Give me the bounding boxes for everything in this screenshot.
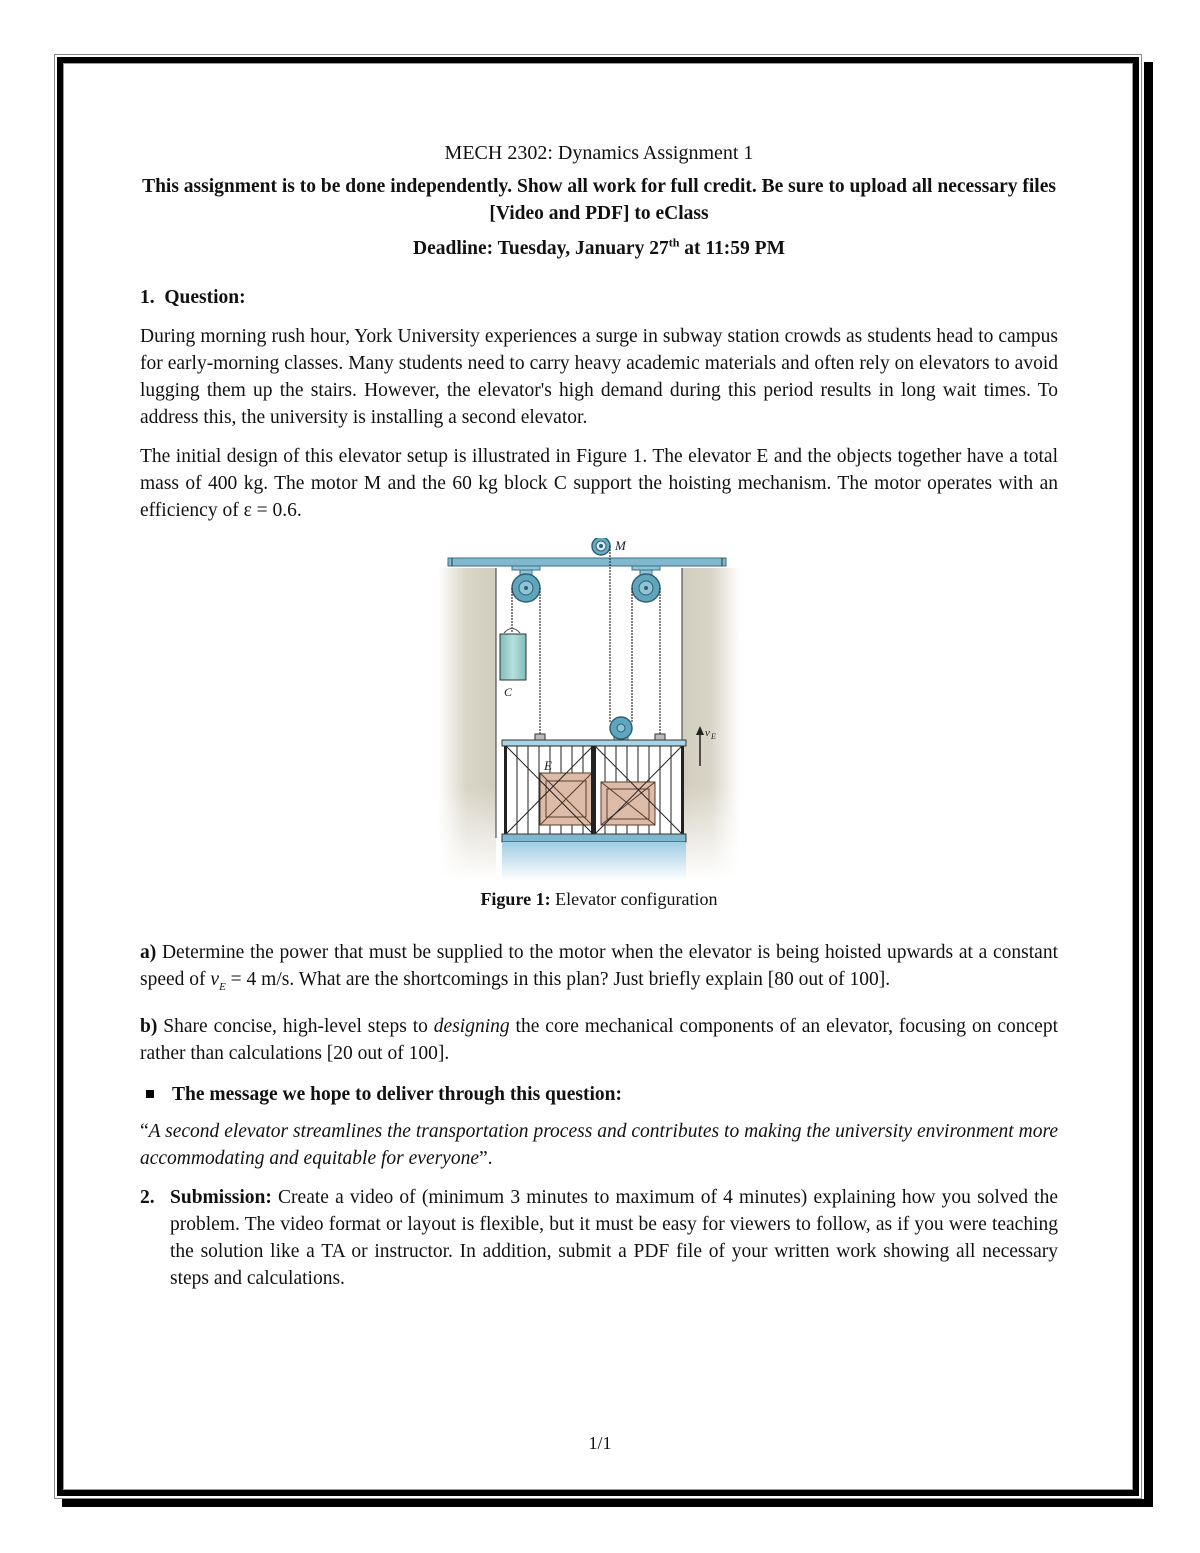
- deadline: [140, 235, 1058, 262]
- part-a-text-end: = 4 m/s. What are the shortcomings in this plan? Just briefly explain [80 out of 100].: [225, 969, 891, 990]
- open-quote: “: [140, 1120, 149, 1142]
- velocity-variable: $v_E$: [210, 969, 226, 993]
- page-border-shadow-right: [1144, 62, 1153, 1507]
- part-a-label: a): [140, 942, 157, 963]
- page-number: 1/1: [588, 1433, 612, 1453]
- part-a-text: Determine the power that must be supplied to the motor when the elevator is being hoisted upwards at a constant speed of: [140, 942, 1058, 990]
- question-heading-text: Question:: [164, 287, 246, 308]
- deadline-ordinal: th: [668, 235, 680, 250]
- figure-caption-label: Figure 1:: [480, 889, 551, 909]
- submission-label: Submission:: [170, 1186, 272, 1208]
- page-border-shadow-bottom: [62, 1499, 1153, 1507]
- svg-text:M: M: [615, 538, 626, 553]
- document-title: MECH 2302: Dynamics Assignment 1: [444, 142, 754, 164]
- close-quote: ”.: [479, 1147, 493, 1169]
- part-b: [140, 1013, 1058, 1067]
- svg-text:v: v: [705, 727, 710, 739]
- square-bullet-icon: [146, 1090, 154, 1098]
- part-b-text: Share concise, high-level steps to: [157, 1015, 434, 1037]
- question-2-number: 2.: [140, 1186, 155, 1208]
- elevator-floor: [502, 834, 686, 842]
- message-heading: [140, 1081, 1058, 1108]
- quote-text: A second elevator streamlines the transportation process and contributes to making the university environment more accommodating and equitable for everyone: [140, 1120, 1058, 1169]
- question-1-paragraph-1: During morning rush hour, York University experiences a surge in subway station crowds as students head to campus for early-morning classes. Many students need to carry heavy academic materials and often rely on elevators to avoid lugging them up the stairs. However, the elevator's high demand during this period results in long wait times. To address this, the university is installing a second elevator.: [140, 326, 1058, 428]
- question-number: 1.: [140, 287, 155, 308]
- question-1-paragraph-2: The initial design of this elevator setup is illustrated in Figure 1. The elevator E and the objects together have a total mass of 400 kg. The motor M and the 60 kg block C support the hoisting mechanism. The motor operates with an efficiency of ε = 0.6.: [140, 446, 1058, 521]
- message-heading-text: The message we hope to deliver through this question:: [172, 1083, 622, 1105]
- svg-text:E: E: [544, 758, 552, 773]
- question-1-heading: [140, 284, 1058, 311]
- part-b-emphasis: designing: [433, 1015, 510, 1037]
- document-body: [140, 140, 1058, 1292]
- deadline-date: Deadline: Tuesday, January 27: [412, 238, 669, 259]
- elevator-top: [502, 740, 686, 746]
- question-2-body: [170, 1184, 1058, 1292]
- part-a: [140, 939, 1058, 1001]
- part-b-label: b): [140, 1015, 158, 1037]
- elevator-figure: [438, 538, 740, 880]
- counterweight-block: [500, 634, 526, 680]
- message-quote: [140, 1118, 1058, 1172]
- top-beam: [448, 558, 726, 566]
- part-b-text-end: the core mechanical components of an elevator, focusing on concept rather than calculations [20 out of 100].: [140, 1015, 1058, 1064]
- svg-text:C: C: [504, 685, 513, 699]
- figure-caption-text: Elevator configuration: [550, 889, 718, 909]
- svg-text:E: E: [711, 732, 716, 741]
- question-2: [140, 1184, 1058, 1292]
- deadline-time: at 11:59 PM: [679, 238, 785, 259]
- instructions: This assignment is to be done independently. Show all work for full credit. Be sure to upload all necessary files [Video and PDF] to eClass: [142, 176, 1056, 224]
- submission-text: Create a video of (minimum 3 minutes to maximum of 4 minutes) explaining how you solved the problem. The video format or layout is flexible, but it must be easy for viewers to follow, as if you were teaching the solution like a TA or instructor. In addition, submit a PDF file of your written work showing all necessary steps and calculations.: [170, 1186, 1058, 1289]
- figure-caption: [140, 886, 1058, 913]
